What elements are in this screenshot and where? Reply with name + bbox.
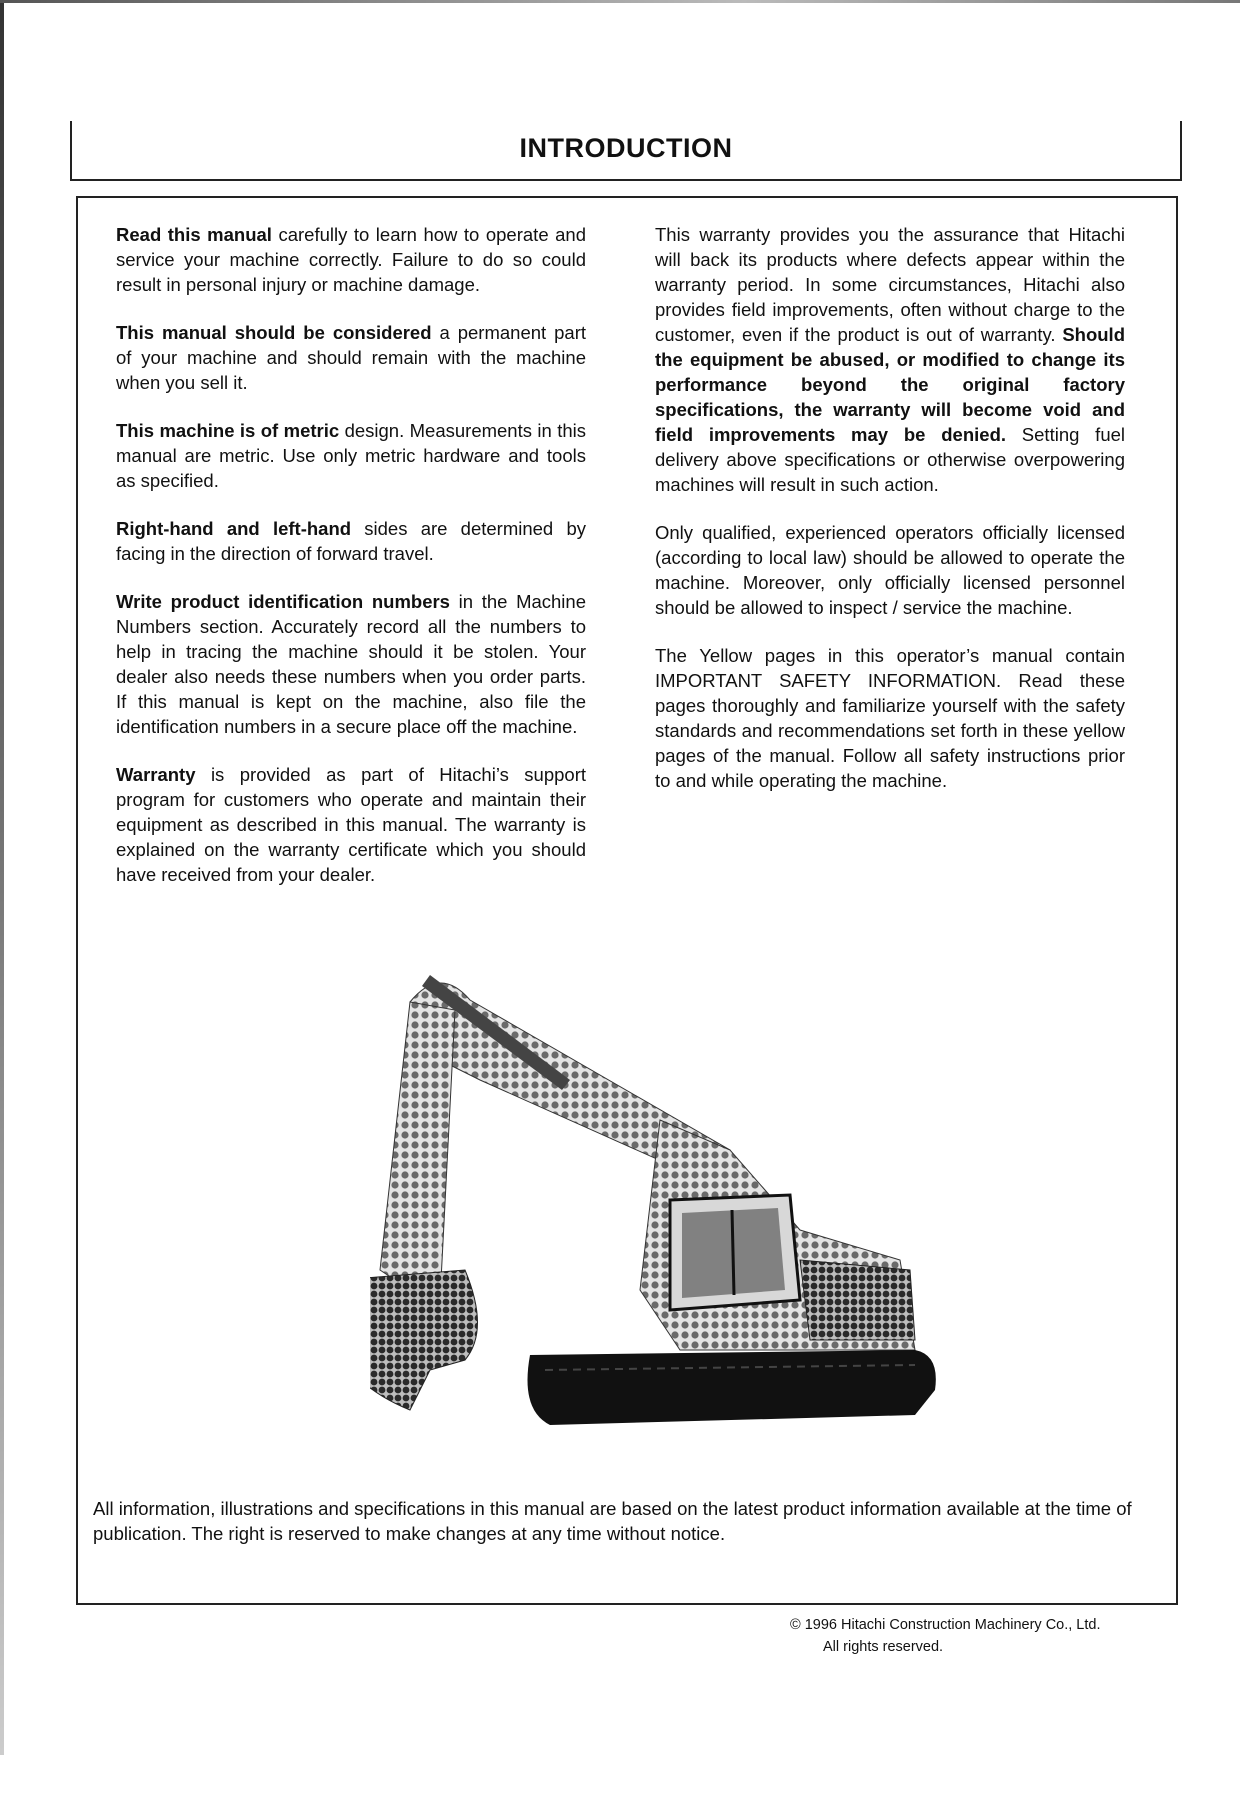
lead-warranty: Warranty [116,764,196,785]
left-column [116,222,586,910]
scan-edge-top [0,0,1240,3]
right-column [655,222,1125,816]
paragraph-yellow-pages: The Yellow pages in this operator’s manual contain IMPORTANT SAFETY INFORMATION. Read these pages thoroughly and familiarize yourself with the safety standards and recommendations set forth in these yellow pages of the manual. Follow all safety instructions prior to and while operating the machine. [655,645,1125,791]
text-permanent-part: a permanent part of your machine and should remain with the machine when you sell it. [116,322,586,393]
paragraph-metric [116,418,586,493]
copyright-notice [790,1614,1180,1658]
scan-edge-left [0,0,4,1755]
copyright-line: © 1996 Hitachi Construction Machinery Co., Ltd. [790,1617,1101,1633]
paragraph-permanent-part [116,320,586,395]
page-title: INTRODUCTION [519,133,733,163]
text-warranty: is provided as part of Hitachi’s support program for customers who operate and maintain their equipment as described in this manual. The warranty is explained on the warranty certificate which you should have received from your dealer. [116,764,586,885]
text-warranty-assurance: This warranty provides you the assurance that Hitachi will back its products where defects appear within the warranty period. In some circumstances, Hitachi also provides field improvements, often without charge to the customer, even if the product is out of warranty. [655,224,1125,345]
lead-permanent-part: This manual should be considered [116,322,432,343]
lead-read-manual: Read this manual [116,224,272,245]
excavator-illustration [370,970,1170,1800]
rights-reserved: All rights reserved. [823,1639,944,1655]
paragraph-warranty-assurance [655,222,1125,497]
paragraph-qualified-operators: Only qualified, experienced operators officially licensed (according to local law) should be allowed to operate the machine. Moreover, only officially licensed personnel should be allowed to inspect / service the machine. [655,522,1125,618]
paragraph-warranty [116,762,586,887]
bucket [370,1270,478,1410]
paragraph-identification [116,589,586,739]
lead-sides: Right-hand and left-hand [116,518,352,539]
crawler-tracks [528,1350,936,1425]
text-metric: design. Measurements in this manual are metric. Use only metric hardware and tools as specified. [116,420,586,491]
information-notice: All information, illustrations and specifications in this manual are based on the latest product information available at the time of publication. The right is reserved to make changes at any time without notice. [93,1498,1132,1544]
lead-metric: This machine is of metric [116,420,340,441]
text-read-manual: carefully to learn how to operate and service your machine correctly. Failure to do so could result in personal injury or machine damage. [116,224,586,295]
paragraph-sides [116,516,586,566]
title-box [70,121,1182,181]
text-sides: sides are determined by facing in the direction of forward travel. [116,518,586,564]
arm [380,1002,455,1300]
text-fuel-delivery: Setting fuel delivery above specifications or otherwise overpowering machines will result in such action. [655,424,1126,495]
text-identification: in the Machine Numbers section. Accurately record all the numbers to help in tracing the machine should it be stolen. Your dealer also needs these numbers when you order parts. If this manual is kept on the machine, also file the identification numbers in a secure place off the machine. [116,591,586,737]
lead-identification: Write product identification numbers [116,591,450,612]
counterweight [800,1260,915,1340]
paragraph-read-manual [116,222,586,297]
warning-warranty-void: Should the equipment be abused, or modified to change its performance beyond the original factory specifications, the warranty will become void and field improvements may be denied. [655,324,1125,445]
